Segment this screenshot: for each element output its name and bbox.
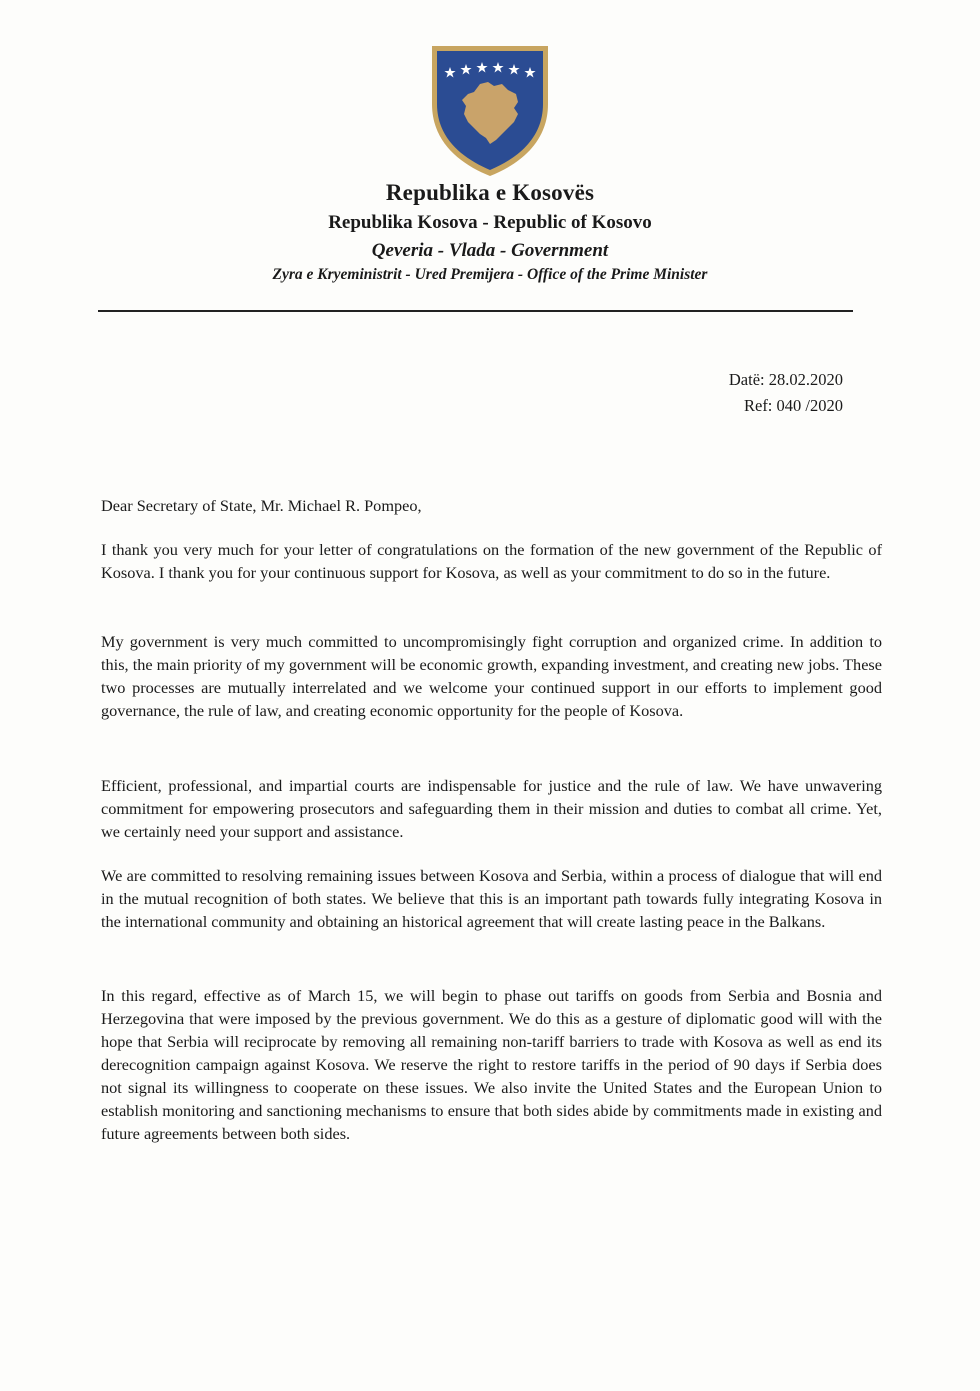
- letterhead-country-multilingual: Republika Kosova - Republic of Kosovo: [328, 212, 652, 233]
- paragraph-dialogue: We are committed to resolving remaining issues between Kosova and Serbia, within a process of dialogue that will end in the mutual recognition of both states. We believe that this is an important path towards fully integrating Kosova in the international community and obtaining an historical agreement that will create lasting peace in the Balkans.: [101, 866, 882, 931]
- date-value: 28.02.2020: [768, 370, 843, 389]
- paragraph-anti-corruption: My government is very much committed to uncompromisingly fight corruption and organized crime. In addition to this, the main priority of my government will be economic growth, expanding investment, and creating new jobs. These two processes are mutually interrelated and we welcome your continued support in our efforts to implement good governance, the rule of law, and creating economic opportunity for the people of Kosova.: [101, 632, 882, 720]
- ref-label: Ref:: [743, 396, 773, 415]
- ref-row: [729, 393, 843, 419]
- paragraph-courts: Efficient, professional, and impartial courts are indispensable for justice and the rule of law. We have unwavering commitment for empowering prosecutors and safeguarding them in their mission and duties to combat all crime. Yet, we certainly need your support and assistance.: [101, 776, 882, 841]
- letter-meta: [729, 367, 843, 419]
- salutation: Dear Secretary of State, Mr. Michael R. Pompeo,: [101, 496, 422, 515]
- paragraph-thanks: I thank you very much for your letter of congratulations on the formation of the new government of the Republic of Kosova. I thank you for your continuous support for Kosova, as well as your commitment to do so in the future.: [101, 540, 882, 582]
- date-label: Datë:: [728, 370, 765, 389]
- letterhead-government: Qeveria - Vlada - Government: [371, 240, 609, 261]
- letterhead-country-albanian: Republika e Kosovës: [385, 180, 595, 205]
- letterhead-divider: [98, 310, 853, 312]
- date-row: [729, 367, 843, 393]
- kosovo-coat-of-arms-icon: [428, 42, 552, 178]
- paragraph-tariffs: In this regard, effective as of March 15, we will begin to phase out tariffs on goods from Serbia and Bosnia and Herzegovina that were imposed by the previous government. We do this as a gesture of diplomatic good will with the hope that Serbia will reciprocate by removing all remaining non-tariff barriers to trade with Kosova as well as end its derecognition campaign against Kosova. We reserve the right to restore tariffs in the period of 90 days if Serbia does not signal its willingness to cooperate on these issues. We also invite the United States and the European Union to establish monitoring and sanctioning mechanisms to ensure that both sides abide by commitments made in existing and future agreements between both sides.: [101, 986, 882, 1143]
- ref-value: 040 /2020: [776, 396, 843, 415]
- letterhead-office: Zyra e Kryeministrit - Ured Premijera - Office of the Prime Minister: [272, 266, 708, 283]
